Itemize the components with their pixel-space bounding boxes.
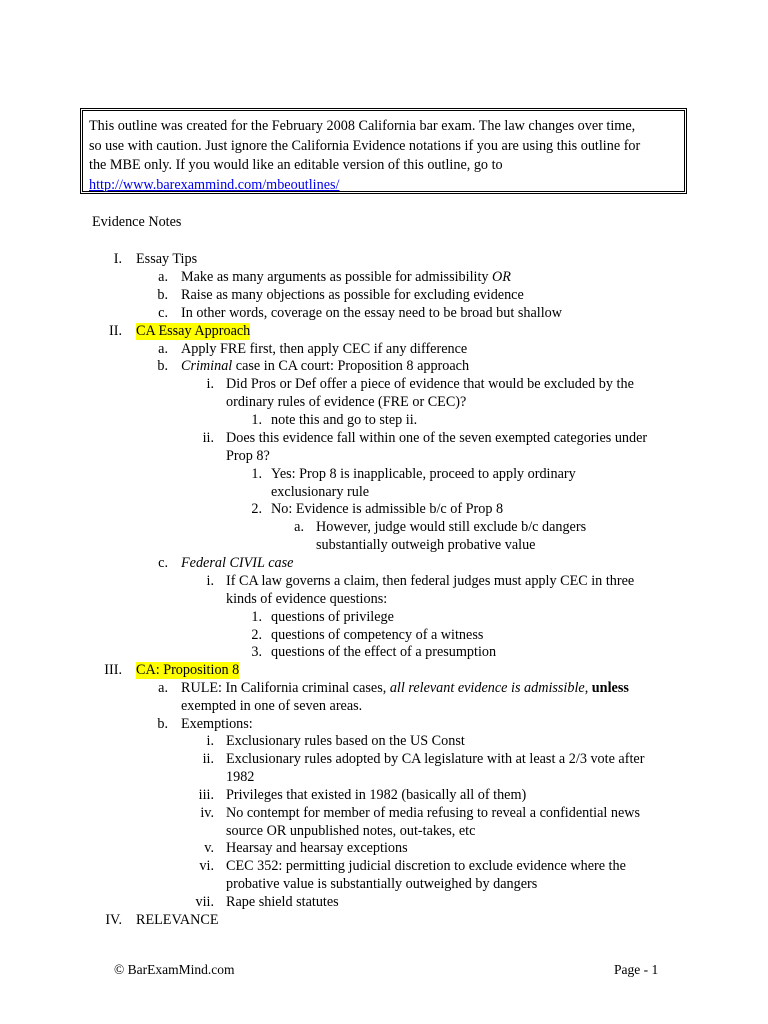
item-marker: i. [206, 733, 214, 749]
outline-item-cont: Prop 8? [226, 448, 270, 464]
outline-item: Does this evidence fall within one of the seven exempted categories under [226, 430, 648, 446]
outline-item-cont: ordinary rules of evidence (FRE or CEC)? [226, 394, 467, 410]
item-marker: vii. [195, 894, 214, 910]
exemption-item-cont: source OR unpublished notes, out-takes, etc [226, 823, 476, 839]
outline-item: No: Evidence is admissible b/c of Prop 8 [271, 501, 504, 517]
item-marker: a. [158, 341, 168, 357]
outline-item: Did Pros or Def offer a piece of evidence that would be excluded by the [226, 376, 634, 392]
outline-item-cont: substantially outweigh probative value [316, 537, 536, 553]
item-text: Make as many arguments as possible for admissibility [181, 269, 493, 285]
section-heading: CA: Proposition 8 [136, 662, 240, 678]
outline-item [181, 680, 629, 697]
footer-copyright: © BarExamMind.com [114, 962, 235, 977]
outline-item: However, judge would still exclude b/c dangers [316, 519, 587, 535]
item-marker: 1. [251, 466, 262, 482]
notice-box [80, 108, 687, 194]
notice-line-3: the MBE only. If you would like an editable version of this outline, go to [89, 157, 503, 173]
item-marker: b. [157, 287, 168, 303]
exemption-item: CEC 352: permitting judicial discretion to exclude evidence where the [226, 858, 626, 874]
exemption-item: Exclusionary rules based on the US Const [226, 733, 465, 749]
item-marker: c. [158, 555, 168, 571]
outline-item: questions of privilege [271, 609, 394, 625]
section-marker: III. [104, 662, 122, 678]
section-marker: II. [109, 323, 122, 339]
item-marker: vi. [199, 858, 214, 874]
notice-line-2: so use with caution. Just ignore the California Evidence notations if you are using this outline for [89, 137, 641, 154]
item-marker: iv. [200, 805, 214, 821]
section-heading: Essay Tips [136, 251, 198, 267]
outline-item: questions of the effect of a presumption [271, 644, 497, 660]
item-marker: v. [204, 840, 214, 856]
outline-item [181, 269, 511, 286]
item-marker: b. [157, 358, 168, 374]
item-marker: 2. [251, 627, 262, 643]
outline-item: Yes: Prop 8 is inapplicable, proceed to apply ordinary [271, 466, 576, 482]
item-marker: c. [158, 305, 168, 321]
item-marker: ii. [202, 751, 214, 767]
exemption-item: No contempt for member of media refusing to reveal a confidential news [226, 805, 641, 821]
item-marker: 2. [251, 501, 262, 517]
item-marker: iii. [198, 787, 214, 803]
item-marker: a. [294, 519, 304, 535]
outline-item: questions of competency of a witness [271, 627, 484, 643]
exemption-item: Rape shield statutes [226, 894, 339, 910]
item-marker: b. [157, 716, 168, 732]
notice-line-1: This outline was created for the February 2008 California bar exam. The law changes over time, [89, 118, 636, 134]
item-marker: 3. [251, 644, 262, 660]
item-text: RULE: In California criminal cases, [181, 680, 390, 696]
outline-item: Exemptions: [181, 716, 253, 732]
outline-item [181, 358, 469, 375]
footer-page-number: Page - 1 [614, 962, 659, 977]
outline-item: Federal CIVIL case [181, 555, 294, 571]
item-text: , [584, 680, 592, 696]
item-marker: i. [206, 376, 214, 392]
notice-text [89, 117, 676, 195]
item-marker: i. [206, 573, 214, 589]
item-marker: 1. [251, 609, 262, 625]
section-heading: CA Essay Approach [136, 323, 251, 339]
section-heading: RELEVANCE [136, 912, 219, 928]
document-title: Evidence Notes [92, 214, 182, 230]
exemption-item-cont: 1982 [226, 769, 255, 785]
outline-item-cont: exclusionary rule [271, 484, 370, 500]
section-marker: IV. [105, 912, 122, 928]
outline-item: Apply FRE first, then apply CEC if any difference [181, 341, 468, 357]
exemption-item: Hearsay and hearsay exceptions [226, 840, 408, 856]
item-strong: unless [591, 680, 629, 696]
outline-item: In other words, coverage on the essay need to be broad but shallow [181, 305, 562, 321]
outline-link[interactable]: http://www.barexammind.com/mbeoutlines/ [89, 176, 340, 193]
item-marker: ii. [202, 430, 214, 446]
item-marker: a. [158, 680, 168, 696]
exemption-item: Privileges that existed in 1982 (basically all of them) [226, 787, 527, 803]
exemption-item-cont: probative value is substantially outweighed by dangers [226, 876, 538, 892]
item-emphasis: all relevant evidence is admissible [389, 680, 585, 696]
item-marker: a. [158, 269, 168, 285]
item-emphasis: Criminal [181, 358, 233, 374]
outline-item: Raise as many objections as possible for excluding evidence [181, 287, 524, 303]
exemption-item: Exclusionary rules adopted by CA legislature with at least a 2/3 vote after [226, 751, 645, 767]
outline-item-cont: exempted in one of seven areas. [181, 698, 363, 714]
item-marker: 1. [251, 412, 262, 428]
outline-item: If CA law governs a claim, then federal judges must apply CEC in three [226, 573, 635, 589]
item-text: case in CA court: Proposition 8 approach [232, 358, 470, 374]
outline-item: note this and go to step ii. [271, 412, 418, 428]
section-marker: I. [113, 251, 122, 267]
item-emphasis: OR [492, 269, 511, 285]
outline-item-cont: kinds of evidence questions: [226, 591, 388, 607]
